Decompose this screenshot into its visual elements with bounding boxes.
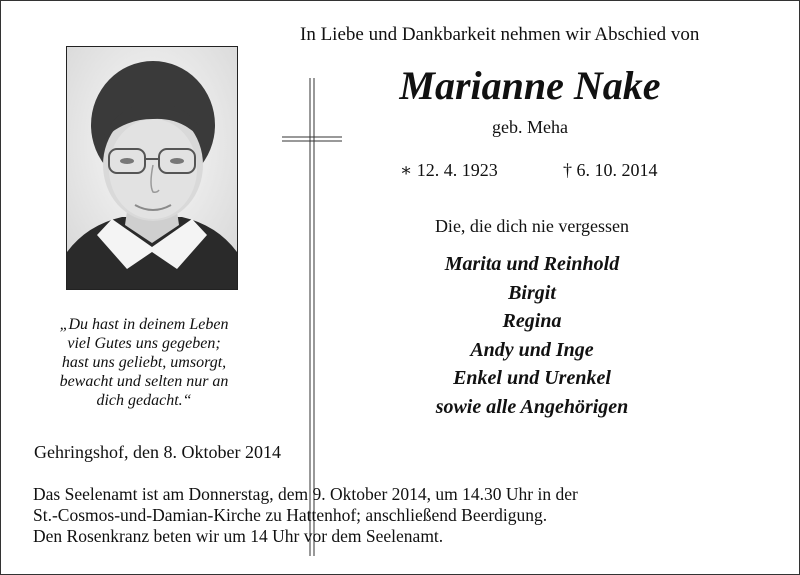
quote-line: hast uns geliebt, umsorgt, bbox=[61, 354, 227, 371]
mourner-name: Birgit bbox=[508, 281, 556, 304]
memorial-quote bbox=[28, 315, 260, 410]
quote-line: „Du hast in deinem Leben bbox=[59, 316, 229, 333]
death-date: † 6. 10. 2014 bbox=[563, 160, 658, 180]
mourner-name: Andy und Inge bbox=[470, 338, 594, 361]
place-and-date: Gehringshof, den 8. Oktober 2014 bbox=[34, 442, 281, 462]
mourners-list bbox=[300, 250, 764, 421]
quote-line: bewacht und selten nur an bbox=[59, 373, 229, 390]
mourner-name: sowie alle Angehörigen bbox=[435, 395, 629, 418]
notice-line: Das Seelenamt ist am Donnerstag, dem 9. Oktober 2014, um 14.30 Uhr in der bbox=[33, 484, 578, 504]
portrait-photo bbox=[66, 46, 238, 290]
service-notice bbox=[33, 484, 578, 547]
notice-line: St.-Cosmos-und-Damian-Kirche zu Hattenhof; anschließend Beerdigung. bbox=[33, 505, 548, 525]
intro-text: In Liebe und Dankbarkeit nehmen wir Abschied von bbox=[300, 24, 700, 45]
maiden-name: geb. Meha bbox=[492, 117, 568, 137]
mourner-name: Enkel und Urenkel bbox=[453, 367, 611, 389]
mourners-intro: Die, die dich nie vergessen bbox=[434, 216, 630, 236]
quote-line: dich gedacht.“ bbox=[96, 392, 192, 409]
birth-date: ∗ 12. 4. 1923 bbox=[400, 160, 498, 180]
quote-line: viel Gutes uns gegeben; bbox=[67, 335, 221, 352]
deceased-name: Marianne Nake bbox=[399, 63, 661, 108]
mourner-name: Regina bbox=[502, 310, 562, 332]
mourner-name: Marita und Reinhold bbox=[444, 253, 620, 275]
notice-line: Den Rosenkranz beten wir um 14 Uhr vor dem Seelenamt. bbox=[33, 526, 444, 546]
